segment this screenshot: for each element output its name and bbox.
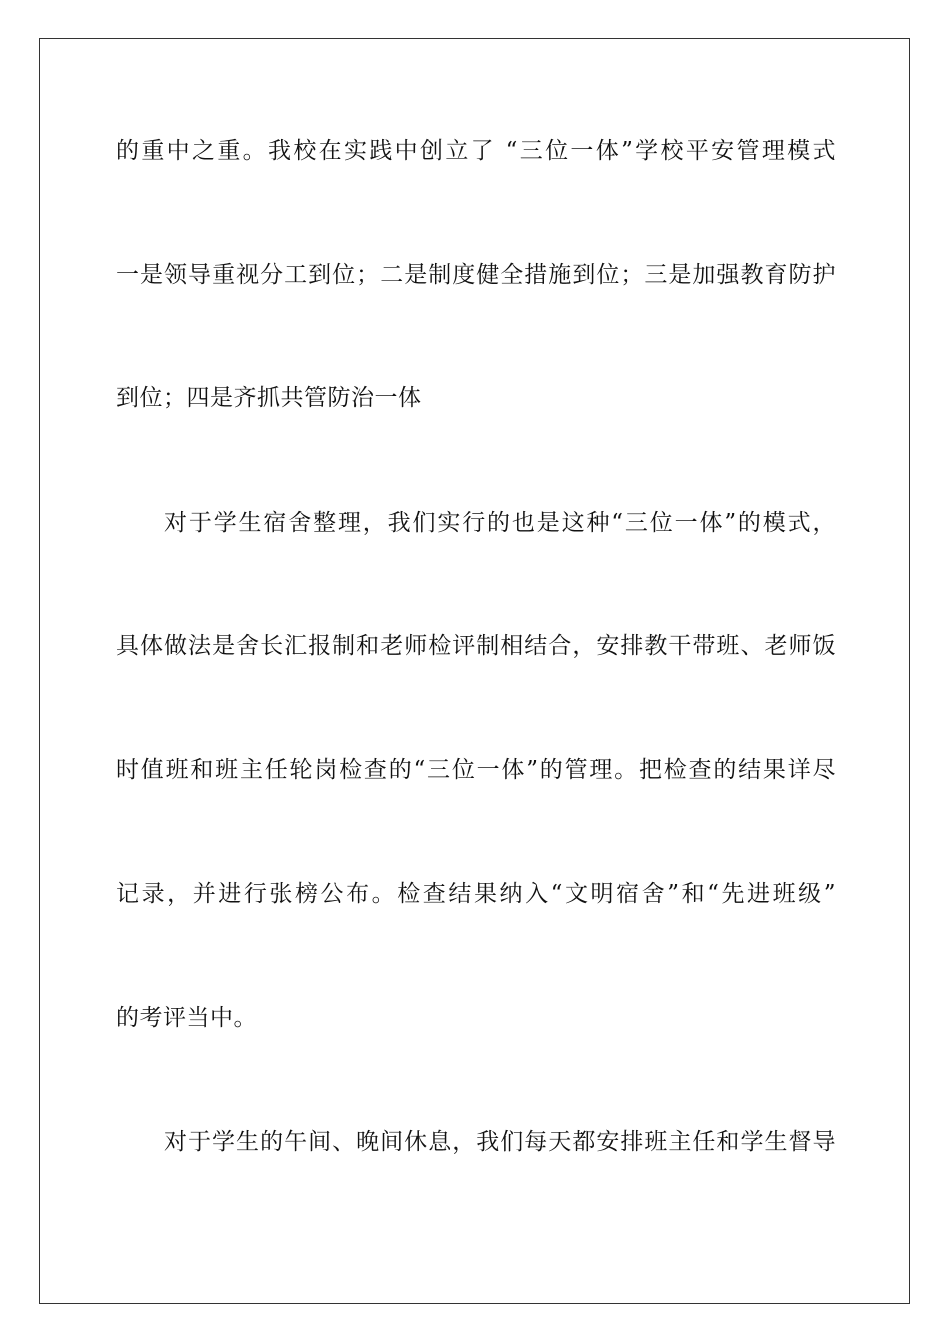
text-line: 时值班和班主任轮岗检查的“三位一体”的管理。把检查的结果详尽 [116, 757, 836, 783]
text-line: 的重中之重。我校在实践中创立了 “三位一体”学校平安管理模式 [116, 138, 836, 164]
paragraph-first-line: 对于学生的午间、晚间休息，我们每天都安排班主任和学生督导 [164, 1129, 836, 1155]
text-line: 具体做法是舍长汇报制和老师检评制相结合，安排教干带班、老师饭 [116, 633, 836, 659]
paragraph-first-line: 对于学生宿舍整理，我们实行的也是这种“三位一体”的模式， [164, 510, 836, 536]
text-line: 到位；四是齐抓共管防治一体 [116, 385, 422, 411]
text-line: 记录，并进行张榜公布。检查结果纳入“文明宿舍”和“先进班级” [116, 881, 836, 907]
text-line: 的考评当中。 [116, 1005, 257, 1031]
text-line: 一是领导重视分工到位；二是制度健全措施到位；三是加强教育防护 [116, 262, 836, 288]
page-border [39, 38, 910, 1304]
